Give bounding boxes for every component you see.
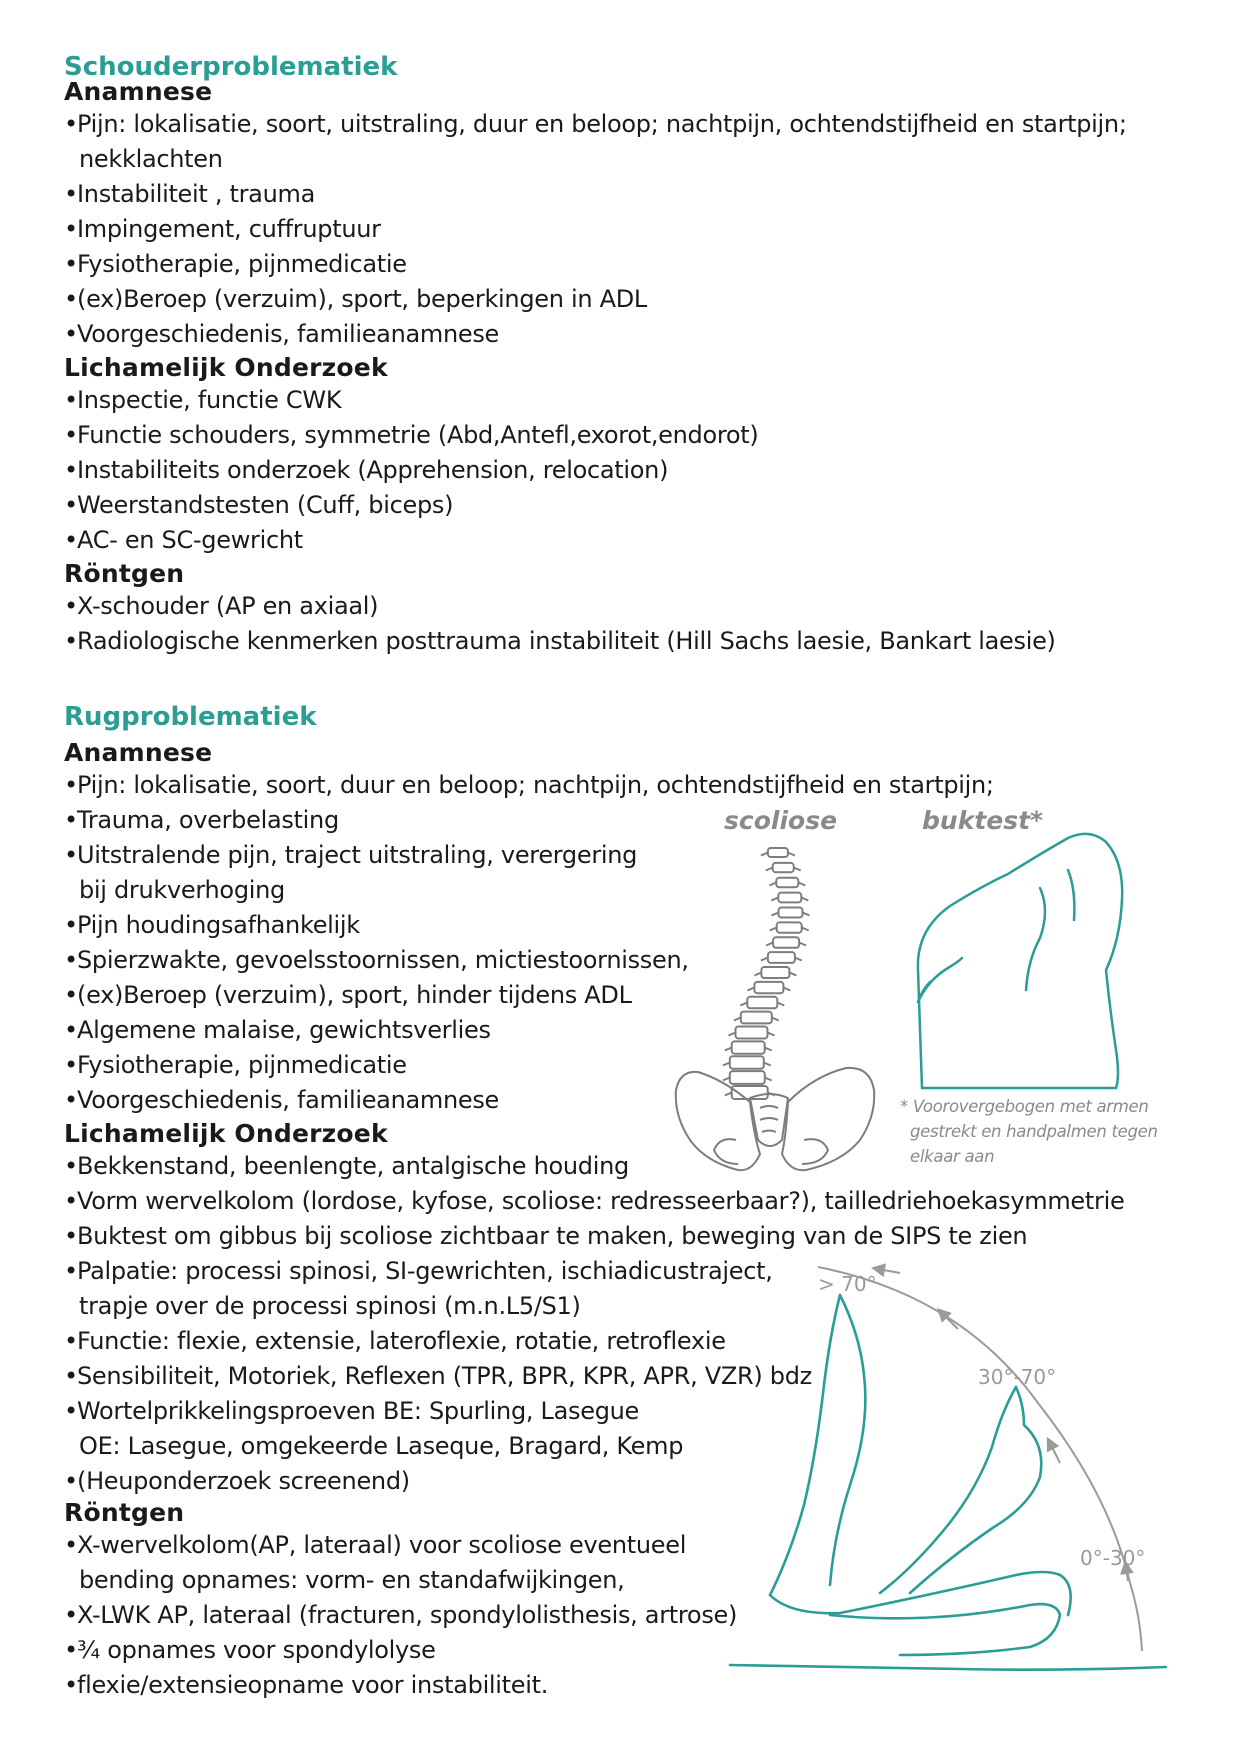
list-item-text: Voorgeschiedenis, familieanamnese <box>77 320 500 348</box>
list-item-text: Fysiotherapie, pijnmedicatie <box>77 250 407 278</box>
list-item-text: Impingement, cuffruptuur <box>77 215 381 243</box>
list-item <box>64 317 1127 352</box>
list-item <box>64 177 1127 212</box>
list-item-text-continued: bij drukverhoging <box>79 876 285 904</box>
list-item <box>64 107 1127 177</box>
list-item <box>64 803 994 838</box>
list-item-text: Palpatie: processi spinosi, SI-gewrichten, ischiadicustraject, <box>77 1257 773 1285</box>
list-item-text: Pijn: lokalisatie, soort, uitstraling, duur en beloop; nachtpijn, ochtendstijfheid en startpijn; <box>77 110 1127 138</box>
list-item-text: (ex)Beroep (verzuim), sport, beperkingen in ADL <box>77 285 647 313</box>
list-item-text-continued: nekklachten <box>79 145 223 173</box>
buktest-note-line: * Voorovergebogen met armen <box>900 1097 1149 1116</box>
list-item-text: Wortelprikkelingsproeven BE: Spurling, Lasegue <box>77 1397 640 1425</box>
list-item-text: Buktest om gibbus bij scoliose zichtbaar te maken, beweging van de SIPS te zien <box>77 1222 1028 1250</box>
list-item-text: Vorm wervelkolom (lordose, kyfose, scoliose: redresseerbaar?), tailledriehoekasymmetrie <box>77 1187 1125 1215</box>
list-item <box>64 488 1127 523</box>
list-item-text: X-schouder (AP en axiaal) <box>77 592 379 620</box>
list-item-text: Instabiliteit , trauma <box>77 180 315 208</box>
list-item <box>64 247 1127 282</box>
vertebra-process <box>766 868 801 871</box>
list-item <box>64 383 1127 418</box>
leg-low-bottom <box>830 1604 1060 1655</box>
list-item-text: Uitstralende pijn, traject uitstraling, verergering <box>77 841 638 869</box>
right-scapula-line <box>1068 870 1074 920</box>
list-item-text: Pijn: lokalisatie, soort, duur en beloop; nachtpijn, ochtendstijfheid en startpijn; <box>77 771 994 799</box>
leg-raise-angle-illustration <box>730 1255 1170 1690</box>
list-item <box>64 523 1127 558</box>
list-item-text: Algemene malaise, gewichtsverlies <box>77 1016 491 1044</box>
list-item-text: Fysiotherapie, pijnmedicatie <box>77 1051 407 1079</box>
right-obturator <box>802 1139 828 1164</box>
list-item-text: Pijn houdingsafhankelijk <box>77 911 360 939</box>
vertebra-body <box>741 1012 772 1024</box>
list-item <box>64 418 1127 453</box>
buktest-label: buktest* <box>922 806 1044 835</box>
vertebra-process <box>761 853 795 856</box>
leg-high-front <box>770 1295 840 1595</box>
list-item-text: Sensibiliteit, Motoriek, Reflexen (TPR, BPR, KPR, APR, VZR) bdz <box>77 1362 812 1390</box>
list-item <box>64 1219 1124 1254</box>
list-item-text: Voorgeschiedenis, familieanamnese <box>77 1086 500 1114</box>
list-item-text: ¾ opnames voor spondylolyse <box>77 1636 436 1664</box>
list-item-text-continued: trapje over de processi spinosi (m.n.L5/S1) <box>79 1292 581 1320</box>
list-item-text: Bekkenstand, beenlengte, antalgische houding <box>77 1152 629 1180</box>
list-item <box>64 589 1127 624</box>
spine-hump-line <box>1026 888 1045 990</box>
list-item-text: Trauma, overbelasting <box>77 806 339 834</box>
shoulder-anamnese-list <box>64 107 1127 352</box>
shoulder-rontgen-heading: Röntgen <box>64 559 185 588</box>
list-item <box>64 1633 737 1668</box>
section-title-back: Rugproblematiek <box>64 702 317 732</box>
buktest-note <box>900 1094 1158 1169</box>
list-item-text: AC- en SC-gewricht <box>77 526 303 554</box>
back-rontgen-list <box>64 1528 737 1703</box>
shoulder-content <box>64 76 1127 659</box>
vertebra-process <box>771 898 808 901</box>
vertebra-process <box>769 883 805 886</box>
scoliosis-spine-illustration <box>680 840 880 1170</box>
list-item <box>64 453 1127 488</box>
vertebra-body <box>736 1027 768 1039</box>
shoulder-anamnese-heading: Anamnese <box>64 77 213 106</box>
list-item <box>64 282 1127 317</box>
vertebra-body <box>779 908 803 918</box>
vertebra-body <box>761 967 789 978</box>
vertebra-body <box>732 1041 765 1053</box>
back-rontgen-heading: Röntgen <box>64 1498 185 1527</box>
back-onderzoek-heading: Lichamelijk Onderzoek <box>64 1119 388 1148</box>
buktest-note-line: gestrekt en handpalmen tegen <box>910 1122 1158 1141</box>
list-item-text: Inspectie, functie CWK <box>77 386 342 414</box>
floor-line <box>730 1665 1166 1670</box>
list-item-text: (Heuponderzoek screenend) <box>77 1467 410 1495</box>
left-obturator <box>714 1139 738 1164</box>
list-item <box>64 1528 737 1598</box>
list-item <box>64 624 1127 659</box>
vertebra-body <box>768 848 788 857</box>
back-anamnese-heading: Anamnese <box>64 738 213 767</box>
vertebra-body <box>773 863 794 872</box>
angle-label-high: > 70° <box>818 1272 877 1296</box>
vertebra-body <box>754 982 783 993</box>
sacrum-ridges <box>760 1106 778 1132</box>
arrow-mid <box>942 1313 958 1329</box>
section-title-shoulder: Schouderproblematiek <box>64 52 398 82</box>
list-item <box>64 212 1127 247</box>
list-item <box>64 1184 1124 1219</box>
scoliose-label: scoliose <box>724 806 838 835</box>
list-item-text: Spierzwakte, gevoelsstoornissen, mictiestoornissen, <box>77 946 689 974</box>
vertebra-process <box>770 928 809 931</box>
right-ilium-shape <box>782 1068 874 1170</box>
vertebra-body <box>730 1056 764 1069</box>
list-item <box>64 1598 737 1633</box>
leg-mid-back <box>910 1387 1041 1593</box>
arrow-low <box>1126 1567 1128 1581</box>
vertebra-body <box>773 937 799 948</box>
vertebrae-group <box>723 848 810 1099</box>
list-item-text: Functie: flexie, extensie, lateroflexie, rotatie, retroflexie <box>77 1327 726 1355</box>
list-item-text-continued: bending opnames: vorm- en standafwijkingen, <box>79 1566 625 1594</box>
list-item <box>64 768 994 803</box>
list-item-text: Weerstandstesten (Cuff, biceps) <box>77 491 454 519</box>
vertebra-process <box>772 913 810 916</box>
list-item-text: flexie/extensieopname voor instabiliteit. <box>77 1671 549 1699</box>
vertebra-body <box>768 952 795 963</box>
vertebra-body <box>730 1071 765 1084</box>
leg-low-heel <box>1060 1575 1071 1615</box>
vertebra-process <box>766 943 806 946</box>
vertebra-body <box>776 878 798 888</box>
back-rontgen-block <box>64 1497 737 1703</box>
vertebra-body <box>778 893 801 903</box>
vertebra-body <box>777 922 802 932</box>
buktest-torso-illustration <box>900 830 1140 1100</box>
vertebra-body <box>747 997 777 1009</box>
angle-arc-lower <box>1130 1583 1142 1651</box>
arrow-high <box>878 1269 900 1273</box>
angle-label-low: 0°-30° <box>1080 1546 1146 1570</box>
shoulder-onderzoek-heading: Lichamelijk Onderzoek <box>64 353 388 382</box>
list-item-text: Functie schouders, symmetrie (Abd,Antefl,exorot,endorot) <box>77 421 759 449</box>
left-shoulder-fold <box>918 958 962 1002</box>
list-item <box>64 1668 737 1703</box>
list-item-text: Radiologische kenmerken posttrauma instabiliteit (Hill Sachs laesie, Bankart laesie) <box>77 627 1056 655</box>
torso-outline <box>918 834 1122 1088</box>
list-item-text: X-LWK AP, lateraal (fracturen, spondylolisthesis, artrose) <box>77 1601 738 1629</box>
list-item-text-continued: OE: Lasegue, omgekeerde Laseque, Bragard, Kemp <box>79 1432 684 1460</box>
leg-high-back <box>830 1295 865 1585</box>
buktest-note-line: elkaar aan <box>910 1147 995 1166</box>
arrow-low-mid <box>1050 1443 1060 1463</box>
list-item-text: (ex)Beroep (verzuim), sport, hinder tijdens ADL <box>77 981 632 1009</box>
shoulder-rontgen-list <box>64 589 1127 659</box>
list-item-text: X-wervelkolom(AP, lateraal) voor scoliose eventueel <box>77 1531 687 1559</box>
list-item-text: Instabiliteits onderzoek (Apprehension, relocation) <box>77 456 669 484</box>
angle-label-mid: 30°-70° <box>978 1365 1057 1389</box>
shoulder-onderzoek-list <box>64 383 1127 558</box>
